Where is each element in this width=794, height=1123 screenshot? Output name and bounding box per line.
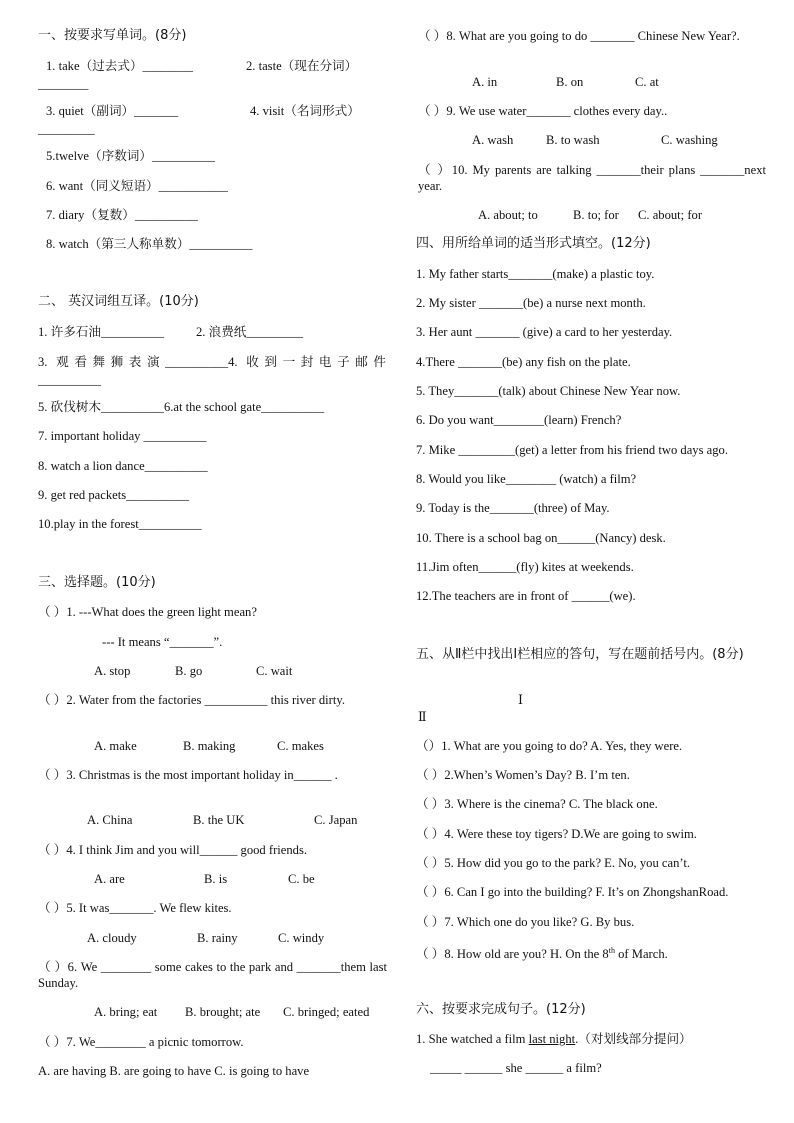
s6-q1-answer-line: _____ ______ she ______ a film? — [430, 1061, 602, 1075]
s2-item-9: 9. get red packets__________ — [38, 488, 190, 502]
s3-q2-opt-c: C. makes — [277, 739, 324, 753]
s6-q1-post: .（对划线部分提问） — [575, 1032, 692, 1046]
s5-item-8 — [416, 943, 668, 962]
s4-item-9: 9. Today is the_______(three) of May. — [416, 501, 610, 515]
s4-item-5: 5. They_______(talk) about Chinese New Year now. — [416, 384, 681, 398]
s4-item-1: 1. My father starts_______(make) a plastic toy. — [416, 267, 655, 281]
s4-item-7: 7. Mike _________(get) a letter from his friend two days ago. — [416, 443, 728, 457]
s1-item-2-blank: ________ — [38, 77, 89, 91]
s2-item-7: 7. important holiday __________ — [38, 429, 207, 443]
s3-q10-opt-c: C. about; for — [638, 208, 703, 222]
s5-item-3: （ ）3. Where is the cinema? C. The black one. — [416, 797, 658, 811]
s1-item-5: 5.twelve（序数词）__________ — [46, 149, 215, 163]
section6-title: 六、按要求完成句子。(12分) — [416, 1002, 586, 1017]
s3-q3: （ ）3. Christmas is the most important holiday in______ . — [38, 768, 338, 782]
s1-item-4: 4. visit（名词形式） — [250, 104, 360, 118]
s5-item-4: （ ）4. Were these toy tigers? D.We are going to swim. — [416, 827, 697, 841]
s2-item-8: 8. watch a lion dance__________ — [38, 459, 208, 473]
s3-q10: （ ）10. My parents are talking _______their plans _______next year. — [418, 163, 766, 193]
s1-item-6: 6. want（同义短语）___________ — [46, 179, 228, 193]
s3-q8-opt-a: A. in — [472, 75, 498, 89]
s4-item-12: 12.The teachers are in front of ______(we). — [416, 589, 636, 603]
s1-item-7: 7. diary（复数）__________ — [46, 208, 198, 222]
s1-item-1: 1. take（过去式）________ — [46, 59, 193, 73]
s3-q4: （ ）4. I think Jim and you will______ good friends. — [38, 843, 308, 857]
s5-item-6: （ ）6. Can I go into the building? F. It’s on ZhongshanRoad. — [416, 885, 729, 899]
s3-q1-line2: --- It means “_______”. — [102, 635, 223, 649]
s4-item-6: 6. Do you want________(learn) French? — [416, 413, 622, 427]
s5-column-1-label: Ⅰ — [518, 693, 523, 707]
s3-q2-opt-b: B. making — [183, 739, 236, 753]
s3-q1-opt-b: B. go — [175, 664, 203, 678]
s4-item-2: 2. My sister _______(be) a nurse next month. — [416, 296, 646, 310]
s3-q5-opt-a: A. cloudy — [87, 931, 137, 945]
s3-q6: （ ）6. We ________ some cakes to the park and _______them last Sunday. — [38, 960, 387, 990]
s3-q5-opt-b: B. rainy — [197, 931, 238, 945]
s3-q7-options: A. are having B. are going to have C. is going to have — [38, 1064, 310, 1078]
s3-q1: （ ）1. ---What does the green light mean? — [38, 605, 257, 619]
s5-item-5: （ ）5. How did you go to the park? E. No, you can’t. — [416, 856, 690, 870]
s4-item-11: 11.Jim often______(fly) kites at weekends. — [416, 560, 634, 574]
s3-q6-opt-b: B. brought; ate — [185, 1005, 261, 1019]
s3-q2-opt-a: A. make — [94, 739, 137, 753]
s5-item-8-text: （ ）8. How old are you? H. On the 8 — [416, 947, 609, 962]
s3-q9-opt-c: C. washing — [661, 133, 718, 147]
s3-q4-opt-a: A. are — [94, 872, 125, 886]
s3-q8-opt-b: B. on — [556, 75, 584, 89]
s3-q7: （ ）7. We________ a picnic tomorrow. — [38, 1035, 244, 1049]
s4-item-3: 3. Her aunt _______ (give) a card to her yesterday. — [416, 325, 673, 339]
section3-title: 三、选择题。(10分) — [38, 575, 156, 590]
s6-q1-pre: 1. She watched a film — [416, 1032, 529, 1046]
s3-q5: （ ）5. It was_______. We flew kites. — [38, 901, 232, 915]
s4-item-10: 10. There is a school bag on______(Nancy) desk. — [416, 531, 666, 545]
s1-item-8: 8. watch（第三人称单数）__________ — [46, 237, 253, 251]
s1-item-4-blank: _________ — [38, 122, 95, 136]
s2-item-4-blank: __________ — [38, 373, 101, 387]
s6-q1-underlined: last night — [528, 1032, 576, 1046]
s3-q6-opt-c: C. bringed; eated — [283, 1005, 370, 1019]
section1-title: 一、按要求写单词。(8分) — [38, 28, 187, 43]
s4-item-4: 4.There _______(be) any fish on the plate. — [416, 355, 631, 369]
s3-q6-opt-a: A. bring; eat — [94, 1005, 158, 1019]
s5-item-8-sup: th — [608, 946, 615, 955]
s2-item-2: 2. 浪费纸_________ — [196, 325, 304, 339]
s4-item-8: 8. Would you like________ (watch) a film? — [416, 472, 637, 486]
section5-title: 五、从Ⅱ栏中找出Ⅰ栏相应的答句，写在题前括号内。(8分) — [416, 647, 744, 662]
s3-q2: （ ）2. Water from the factories __________ this river dirty. — [38, 693, 345, 707]
s3-q10-opt-a: A. about; to — [478, 208, 538, 222]
s3-q1-opt-c: C. wait — [256, 664, 293, 678]
section4-title: 四、用所给单词的适当形式填空。(12分) — [416, 236, 651, 251]
s2-item-5-6: 5. 砍伐树木__________6.at the school gate__________ — [38, 400, 325, 414]
s3-q3-opt-a: A. China — [87, 813, 133, 827]
s5-item-8-tail: of March. — [614, 947, 668, 962]
s3-q3-opt-c: C. Japan — [314, 813, 358, 827]
s3-q4-opt-c: C. be — [288, 872, 315, 886]
s6-q1 — [416, 1031, 692, 1047]
s5-item-7: （ ）7. Which one do you like? G. By bus. — [416, 915, 635, 929]
s3-q3-opt-b: B. the UK — [193, 813, 245, 827]
s3-q8: （ ）8. What are you going to do _______ Chinese New Year?. — [418, 29, 740, 43]
section2-title: 二、 英汉词组互译。(10分) — [38, 294, 199, 309]
s5-item-1: （）1. What are you going to do? A. Yes, they were. — [416, 739, 683, 753]
s1-item-3: 3. quiet（副词）_______ — [46, 104, 179, 118]
s3-q1-opt-a: A. stop — [94, 664, 131, 678]
s5-column-2-label: Ⅱ — [418, 710, 427, 724]
s5-item-2: （ ）2.When’s Women’s Day? B. I’m ten. — [416, 768, 630, 782]
s3-q9-opt-b: B. to wash — [546, 133, 600, 147]
s2-item-3-4: 3. 观看舞狮表演__________4. 收到一封电子邮件 — [38, 355, 386, 369]
s3-q9: （ ）9. We use water_______ clothes every day.. — [418, 104, 668, 118]
s2-item-1: 1. 许多石油__________ — [38, 325, 164, 339]
s2-item-10: 10.play in the forest__________ — [38, 517, 202, 531]
s3-q8-opt-c: C. at — [635, 75, 659, 89]
s3-q9-opt-a: A. wash — [472, 133, 514, 147]
s3-q10-opt-b: B. to; for — [573, 208, 619, 222]
s1-item-2: 2. taste（现在分词） — [246, 59, 358, 73]
s3-q4-opt-b: B. is — [204, 872, 228, 886]
s3-q5-opt-c: C. windy — [278, 931, 325, 945]
